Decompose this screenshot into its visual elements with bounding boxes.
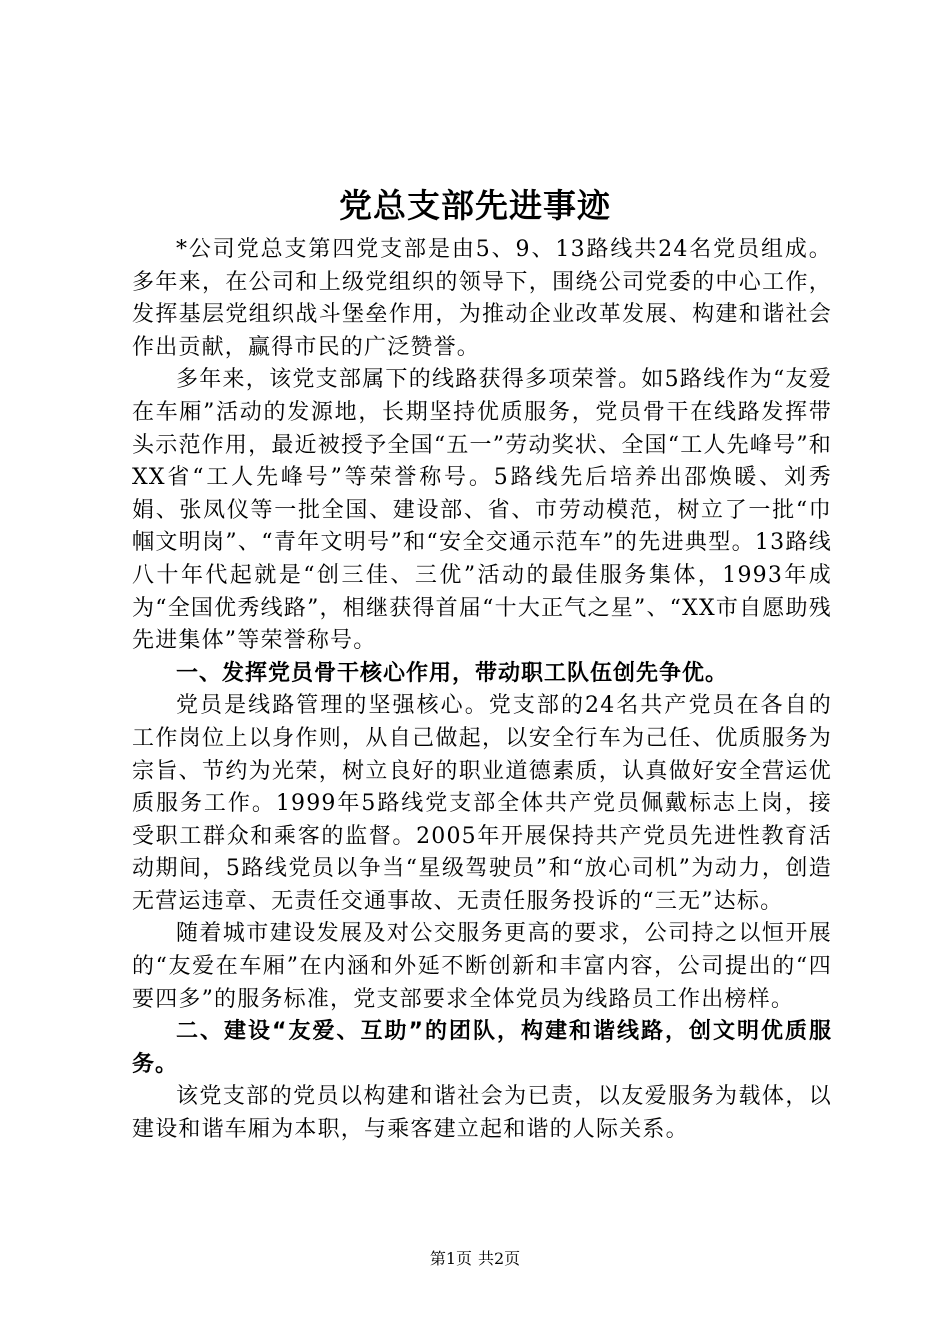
section-heading-1: 一、发挥党员骨干核心作用，带动职工队伍创先争优。 (176, 660, 729, 686)
paragraph-intro: *公司党总支第四党支部是由5、9、13路线共24名党员组成。多年来，在公司和上级党组织的领导下，围绕公司党委的中心工作，发挥基层党组织战斗堡垒作用，为推动企业改革发展、构建和谐社会作出贡献，赢得市民的广泛赞誉。 (132, 237, 832, 360)
paragraph-core-role: 党员是线路管理的坚强核心。党支部的24名共产党员在各自的工作岗位上以身作则，从自己做起，以安全行车为己任、优质服务为宗旨、节约为光荣，树立良好的职业道德素质，认真做好安全营运优质服务工作。1999年5路线党支部全体共产党员佩戴标志上岗，接受职工群众和乘客的监督。2005年开展保持共产党员先进性教育活动期间，5路线党员以争当“星级驾驶员”和“放心司机”为动力，创造无营运违章、无责任交通事故、无责任服务投诉的“三无”达标。 (132, 693, 832, 914)
page-footer (0, 1248, 950, 1270)
paragraph-honors: 多年来，该党支部属下的线路获得多项荣誉。如5路线作为“友爱在车厢”活动的发源地，长期坚持优质服务，党员骨干在线路发挥带头示范作用，最近被授予全国“五一”劳动奖状、全国“工人先峰号”和XX省“工人先峰号”等荣誉称号。5路线先后培养出邵焕暖、刘秀娟、张凤仪等一批全国、建设部、省、市劳动模范，树立了一批“巾帼文明岗”、“青年文明号”和“安全交通示范车”的先进典型。13路线八十年代起就是“创三佳、三优”活动的最佳服务集体，1993年成为“全国优秀线路”，相继获得首届“十大正气之星”、“XX市自愿助残先进集体”等荣誉称号。 (132, 367, 832, 654)
paragraph-harmony: 该党支部的党员以构建和谐社会为已责，以友爱服务为载体，以建设和谐车厢为本职，与乘客建立起和谐的人际关系。 (132, 1084, 832, 1143)
section-heading-2: 二、建设“友爱、互助”的团队，构建和谐线路，创文明优质服务。 (132, 1019, 832, 1077)
document-title: 党总支部先进事迹 (339, 186, 611, 225)
page-number: 第1页 (429, 1249, 472, 1268)
page-total: 共2页 (478, 1249, 521, 1268)
document-body (132, 234, 832, 1147)
paragraph-service-standard: 随着城市建设发展及对公交服务更高的要求，公司持之以恒开展的“友爱在车厢”在内涵和外延不断创新和丰富内容，公司提出的“四要四多”的服务标准，党支部要求全体党员为线路员工作出榜样。 (132, 921, 832, 1012)
